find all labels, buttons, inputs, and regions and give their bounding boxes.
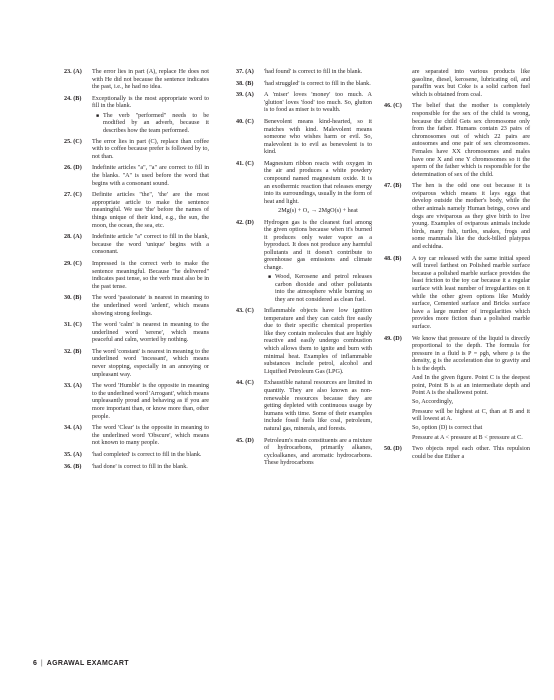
explanation-paragraph: Petroleum's main constituents are a mixture of hydrocarbons, primarily alkanes, cycloalkanes, and aromatic hydrocarbons. These hydrocarbons bbox=[264, 437, 372, 467]
explanation-paragraph: 'had done' is correct to fill in the blank. bbox=[92, 463, 188, 470]
explanation-paragraph: The word 'Clear' is the opposite in meaning to the underlined word 'Obscure', which means not known to many people. bbox=[92, 425, 209, 447]
answer-item bbox=[64, 234, 209, 258]
answer-number: 49. (D) bbox=[384, 335, 402, 342]
column-right bbox=[384, 69, 530, 465]
explanation-paragraph: Definite articles "the", 'the' are the most appropriate article to make the sentence meaningful. We use 'the' before the names of things unique of their kind, e.g., the sun, the moon, the ocean, the sea, etc. bbox=[92, 192, 209, 229]
chemical-equation: 2Mg(s) + O₂ → 2MgO(s) + heat bbox=[278, 208, 358, 215]
answer-explanation bbox=[412, 183, 530, 253]
answer-item bbox=[236, 119, 372, 159]
footer-separator: | bbox=[40, 660, 43, 667]
answer-item bbox=[64, 452, 209, 461]
answer-number: 40. (C) bbox=[236, 118, 254, 125]
answer-number: 29. (C) bbox=[64, 260, 82, 267]
explanation-paragraph: Indefinite articles "a", "a" are correct to fill in the blanks. "A" is used before the word that begins with a consonant sound. bbox=[92, 165, 209, 187]
column-middle bbox=[236, 69, 372, 472]
answer-item bbox=[64, 295, 209, 319]
answer-number: 42. (D) bbox=[236, 219, 254, 226]
answer-number: 27. (C) bbox=[64, 192, 82, 199]
answer-item bbox=[64, 349, 209, 381]
explanation-paragraph: The word 'passionate' is nearest in meaning to the underlined word 'ardent', which means showing strong feelings. bbox=[92, 295, 209, 317]
explanation-paragraph: 'had struggled' is correct to fill in the blank. bbox=[264, 80, 371, 87]
answer-explanation bbox=[264, 161, 372, 217]
answer-explanation bbox=[92, 322, 209, 346]
answer-item bbox=[384, 103, 530, 181]
explanation-paragraph: A 'miser' loves 'money' too much. A 'glutton' loves 'food' too much. So, glutton is to food as miser is to wealth. bbox=[264, 92, 372, 114]
answer-number: 46. (C) bbox=[384, 103, 402, 110]
answer-item bbox=[64, 96, 209, 137]
explanation-paragraph: A toy car released with the same initial speed will travel farthest on Polished marble surface because a polished marble surface provides the least friction to the toy car because it a regular surface with least number of irregularities on it while the other given options like Muddy surface, Cemented surface and Bricks surface have a large number of irregularities which provides more fiction than a polished marble surface. bbox=[412, 255, 530, 330]
answer-number: 47. (B) bbox=[384, 183, 402, 190]
answer-number: 24. (B) bbox=[64, 95, 82, 102]
explanation-paragraph: Impressed is the correct verb to make the sentence meaningful. Because "he delivered" indicates past tense, so the verb must also be in the past tense. bbox=[92, 260, 209, 290]
answer-number: 26. (D) bbox=[64, 165, 82, 172]
answer-item bbox=[64, 192, 209, 232]
explanation-paragraph: The word 'calm' is nearest in meaning to the underlined word 'serene', which means peaceful and calm, worried by nothing. bbox=[92, 322, 209, 344]
answer-explanation bbox=[264, 308, 372, 378]
answer-item bbox=[236, 308, 372, 378]
answer-item bbox=[64, 261, 209, 293]
explanation-paragraph: So, Accordingly, bbox=[412, 399, 454, 406]
answer-explanation bbox=[264, 69, 372, 78]
answer-number: 45. (D) bbox=[236, 437, 254, 444]
bullet-square-icon: ■ bbox=[96, 113, 100, 119]
answer-item bbox=[384, 183, 530, 253]
explanation-paragraph: are separated into various products like gasoline, diesel, kerosene, lubricating oil, and paraffin wax but Coke is a solid carbon fuel which is obtained from coal. bbox=[412, 69, 530, 98]
answer-explanation bbox=[412, 69, 530, 101]
answer-number: 37. (A) bbox=[236, 69, 254, 75]
answer-item bbox=[236, 438, 372, 470]
answer-number: 33. (A) bbox=[64, 383, 82, 390]
explanation-paragraph: The word 'constant' is nearest in meaning to the underlined word 'incessant', which means never stopping, especially in an annoying or unpleasant way. bbox=[92, 348, 209, 378]
answer-explanation bbox=[92, 452, 209, 461]
answer-explanation bbox=[412, 446, 530, 463]
answer-explanation bbox=[412, 336, 530, 444]
answer-number: 39. (A) bbox=[236, 92, 254, 99]
answer-item bbox=[236, 92, 372, 116]
answer-number: 32. (B) bbox=[64, 348, 82, 355]
answer-explanation bbox=[264, 92, 372, 116]
explanation-paragraph: Pressure will be highest at C, than at B and it will lowest at A. bbox=[412, 408, 530, 423]
explanation-note bbox=[268, 274, 372, 304]
answer-explanation bbox=[92, 165, 209, 189]
answer-item bbox=[64, 139, 209, 163]
answer-number: 44. (C) bbox=[236, 380, 254, 387]
answer-item bbox=[64, 464, 209, 473]
answer-item bbox=[236, 220, 372, 306]
answer-item bbox=[236, 161, 372, 217]
answer-explanation bbox=[92, 261, 209, 293]
answer-explanation bbox=[92, 383, 209, 423]
answer-number: 30. (B) bbox=[64, 295, 82, 302]
answer-number bbox=[384, 69, 412, 101]
answer-item bbox=[64, 165, 209, 189]
explanation-paragraph: We know that pressure of the liquid is directly proportional to the depth. The formula for pressure in a fluid is P = ρgh, where ρ is the density, g is the acceleration due to gravity and h is the depth. bbox=[412, 335, 530, 372]
explanation-paragraph: Magnesium ribbon reacts with oxygen in the air and produces a white powdery compound named magnesium oxide. It is an exothermic reaction that releases energy into its surroundings, usually in the form of heat and light. bbox=[264, 160, 372, 205]
answer-number: 50. (D) bbox=[384, 446, 402, 453]
answer-item bbox=[64, 322, 209, 346]
answer-explanation bbox=[92, 192, 209, 232]
explanation-note bbox=[96, 113, 209, 136]
answer-item bbox=[384, 336, 530, 444]
answer-number: 35. (A) bbox=[64, 451, 82, 458]
answer-explanation bbox=[264, 220, 372, 306]
answer-number: 36. (B) bbox=[64, 463, 82, 470]
explanation-paragraph: Inflammable objects have low ignition temperature and they can catch fire easily due to their specific chemical properties like they contain molecules that are highly reactive and easily undergo combustion which allows them to ignite and burn with minimal heat. Examples of inflammable substances include petrol, alcohol and Liquified Petroleum Gas (LPG). bbox=[264, 308, 372, 375]
answer-item bbox=[64, 383, 209, 423]
answer-explanation bbox=[412, 256, 530, 334]
answer-explanation bbox=[92, 425, 209, 449]
publisher-brand: AGRAWAL EXAMCART bbox=[46, 660, 129, 667]
explanation-paragraph: The error lies in part (C), replace than coffee with to coffee because prefer is followed by to, not than. bbox=[92, 138, 209, 160]
explanation-paragraph: Pressure at A < pressure at B < pressure at C. bbox=[412, 434, 523, 441]
note-text: Wood, Kerosene and petrol releases carbon dioxide and other pollutants into the atmosphere while burning so they are not considered as clean fuel. bbox=[275, 274, 372, 304]
explanation-paragraph: Exhaustible natural resources are limited in quantity. They are also known as non-renewable resources because they are getting depleted with continuous usage by humans with time. Some of their examples include fossil fuels like coal, petroleum, natural gas, minerals, and forests. bbox=[264, 380, 372, 432]
answer-explanation bbox=[92, 96, 209, 137]
answer-number: 31. (C) bbox=[64, 322, 82, 329]
explanation-paragraph: The error lies in part (A), replace He does not with He did not because the sentence indicates the past, i.e., he had no idea. bbox=[92, 69, 209, 91]
answer-item bbox=[64, 69, 209, 93]
answer-number: 38. (B) bbox=[236, 80, 254, 87]
explanation-paragraph: Two objects repel each other. This repulsion could be due Either a bbox=[412, 446, 530, 460]
explanation-paragraph: The belief that the mother is completely responsible for the sex of the child is wrong, because the child Gets sex chromosome only from the father. Humans contain 23 pairs of chromosomes out of which 22 pairs are autosomes and one pair of sex chromosomes. Females have XX chromosomes and males have one X and one Y chromosomes so it the sperm of the father which is responsible for the determination of sex of the child. bbox=[412, 103, 530, 178]
answer-explanation bbox=[92, 349, 209, 381]
answer-explanation bbox=[92, 464, 209, 473]
answer-explanation bbox=[264, 81, 372, 90]
explanation-paragraph: Benevolent means kind-hearted, so it matches with kind. Malevolent means someone who wishes harm or evil. So, malevolent is to evil as benevolent is to kind. bbox=[264, 118, 372, 156]
explanation-paragraph: 'had completed' is correct to fill in the blank. bbox=[92, 451, 202, 458]
explanation-paragraph: Hydrogen gas is the cleanest fuel among the given options because when it's burned it produces only water vapor as a byproduct. It does not produce any harmful pollutants and it doesn't contribute to greenhouse gas emissions and climate change. bbox=[264, 219, 372, 272]
explanation-paragraph: So, option (D) is correct that bbox=[412, 425, 483, 432]
answer-explanation bbox=[264, 119, 372, 159]
explanation-paragraph: Indefinite article "a" correct to fill in the blank, because the word 'unique' begins with a consonant. bbox=[92, 234, 209, 256]
answer-number: 48. (B) bbox=[384, 255, 402, 262]
answer-number: 43. (C) bbox=[236, 308, 254, 315]
explanation-paragraph: Exceptionally is the most appropriate word to fill in the blank. bbox=[92, 95, 209, 110]
explanation-paragraph: The hen is the odd one out because it is oviparous which means it lays eggs that develop outside the mother's body, while the other animals namely Human beings, cows and dogs are viviparous as they give birth to live young. Examples of oviparous animals include birds, many fish, turtles, snakes, frogs and some mammals like the duck-billed platypus and echidna. bbox=[412, 183, 530, 251]
note-text: The verb "performed" needs to be modified by an adverb, because it describes how the team performed. bbox=[103, 112, 209, 134]
column-left bbox=[64, 69, 209, 475]
page-footer bbox=[33, 660, 129, 667]
answer-explanation bbox=[92, 139, 209, 163]
answer-number: 25. (C) bbox=[64, 138, 82, 145]
answer-explanation bbox=[92, 69, 209, 93]
answer-item bbox=[384, 256, 530, 334]
answer-number: 34. (A) bbox=[64, 425, 82, 432]
answer-item bbox=[236, 81, 372, 90]
explanation-paragraph: And In the given figure. Point C is the deepest point, Point B is at an intermediate depth and Point A is the shallowest point. bbox=[412, 375, 530, 397]
explanation-paragraph: 'had found' is correct to fill in the blank. bbox=[264, 69, 363, 75]
answer-item bbox=[64, 425, 209, 449]
answer-item bbox=[236, 69, 372, 78]
answer-explanation bbox=[264, 380, 372, 435]
answer-explanation bbox=[264, 438, 372, 470]
answer-number: 41. (C) bbox=[236, 160, 254, 167]
answer-item bbox=[236, 380, 372, 435]
answer-number: 23. (A) bbox=[64, 69, 82, 75]
answer-item bbox=[384, 446, 530, 463]
answer-explanation bbox=[412, 103, 530, 181]
answer-explanation bbox=[92, 295, 209, 319]
answer-item bbox=[384, 69, 530, 101]
bullet-square-icon: ■ bbox=[268, 275, 272, 281]
answer-explanation bbox=[92, 234, 209, 258]
page-number: 6 bbox=[33, 660, 37, 667]
explanation-paragraph: The word 'Humble' is the opposite in meaning to the underlined word 'Arrogant', which means unpleasantly proud and behaving as if you are more important than, or know more than, other people. bbox=[92, 383, 209, 420]
answer-number: 28. (A) bbox=[64, 234, 82, 241]
